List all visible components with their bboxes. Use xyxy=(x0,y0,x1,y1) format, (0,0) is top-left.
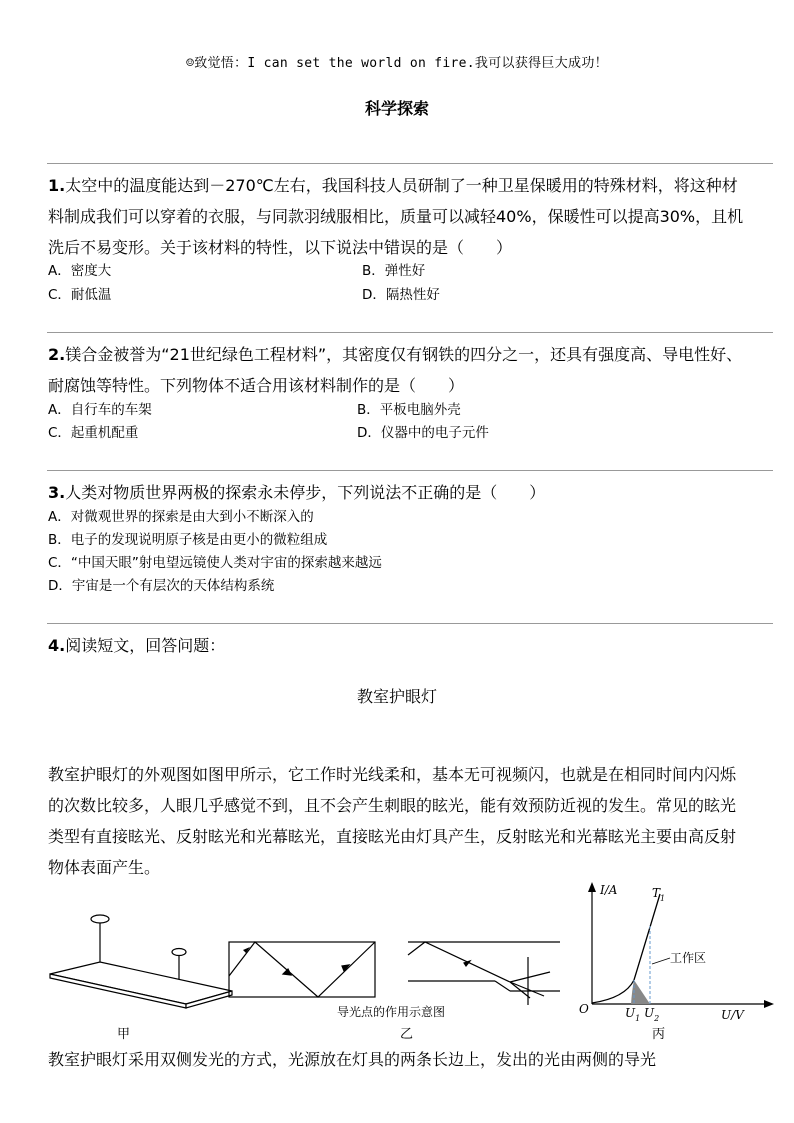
q2-option-a: A．自行车的车架 xyxy=(48,402,152,418)
question-2-number: 2. xyxy=(48,345,66,364)
passage-subtitle: 教室护眼灯 xyxy=(356,687,437,706)
question-4 xyxy=(48,630,753,661)
q1-option-c: C．耐低温 xyxy=(48,287,112,303)
graph-x-axis-label: U/V xyxy=(721,1008,744,1022)
figure-jia-label: 甲 xyxy=(117,1027,131,1042)
passage-paragraph-1: 教室护眼灯的外观图如图甲所示，它工作时光线柔和，基本无可视频闪，也就是在相同时间内闪烁的次数比较多，人眼几乎感觉不到，且不会产生刺眼的眩光，能有效预防近视的发生。常见的眩光类型有直接眩光、反射眩光和光幕眩光，直接眩光由灯具产生，反射眩光和光幕眩光主要由高反射物体表面产生。 xyxy=(48,765,737,877)
question-4-intro: 阅读短文，回答问题： xyxy=(65,636,226,655)
figure-yi-left-guide xyxy=(229,942,375,997)
q1-option-a: A．密度大 xyxy=(48,263,112,279)
divider-q1 xyxy=(47,163,773,164)
q2-option-d: D．仪器中的电子元件 xyxy=(357,425,489,441)
graph-u1-label: $U_1$ xyxy=(625,1006,641,1023)
page-title: 科学探索 xyxy=(364,99,429,118)
figure-yi-label: 乙 xyxy=(400,1027,414,1042)
graph-origin-label: O xyxy=(579,1002,589,1016)
page-header-motto: ☺致觉悟：I can set the world on fire.我可以获得巨大成功！ xyxy=(186,56,608,71)
q3-option-d: D．宇宙是一个有层次的天体结构系统 xyxy=(48,578,275,594)
divider-q4 xyxy=(47,623,773,624)
question-3-number: 3. xyxy=(48,483,66,502)
divider-q3 xyxy=(47,470,773,471)
q2-option-b: B．平板电脑外壳 xyxy=(357,402,461,418)
question-4-number: 4. xyxy=(48,636,66,655)
q3-option-c: C．“中国天眼”射电望远镜使人类对宇宙的探索越来越远 xyxy=(48,555,382,571)
divider-q2 xyxy=(47,332,773,333)
question-1-number: 1. xyxy=(48,176,66,195)
figure-jia-lamp xyxy=(50,915,232,1008)
q1-option-b: B．弹性好 xyxy=(362,263,426,279)
question-2-text: 镁合金被誉为“21世纪绿色工程材料”，其密度仅有钢铁的四分之一，还具有强度高、导电性好、耐腐蚀等特性。下列物体不适合用该材料制作的是（ ） xyxy=(48,345,743,395)
figure-bing-graph xyxy=(588,882,774,1008)
figures xyxy=(40,880,780,1045)
graph-working-region-label: 工作区 xyxy=(670,951,707,965)
question-3-text: 人类对物质世界两极的探索永未停步，下列说法不正确的是（ ） xyxy=(65,483,546,502)
graph-y-axis-label: I/A xyxy=(600,883,618,897)
figure-yi-caption: 导光点的作用示意图 xyxy=(337,1005,446,1019)
q1-option-d: D．隔热性好 xyxy=(362,287,440,303)
question-1 xyxy=(48,170,753,263)
graph-curve-label: $T_1$ xyxy=(652,886,666,903)
question-1-text: 太空中的温度能达到－270℃左右，我国科技人员研制了一种卫星保暖用的特殊材料，将这种材料制成我们可以穿着的衣服，与同款羽绒服相比，质量可以减轻40%，保暖性可以提高30%，且机洗后不易变形。关于该材料的特性，以下说法中错误的是（ ） xyxy=(48,176,744,257)
q3-option-a: A．对微观世界的探索是由大到小不断深入的 xyxy=(48,509,314,525)
figure-bing-label: 丙 xyxy=(652,1027,666,1042)
q3-option-b: B．电子的发现说明原子核是由更小的微粒组成 xyxy=(48,532,328,548)
question-3 xyxy=(48,477,753,508)
figure-yi-right-guide xyxy=(408,942,560,1005)
graph-u2-label: $U_2$ xyxy=(644,1006,660,1023)
passage-paragraph-2: 教室护眼灯采用双侧发光的方式，光源放在灯具的两条长边上，发出的光由两侧的导光 xyxy=(48,1050,657,1069)
q2-option-c: C．起重机配重 xyxy=(48,425,139,441)
question-2 xyxy=(48,339,753,401)
